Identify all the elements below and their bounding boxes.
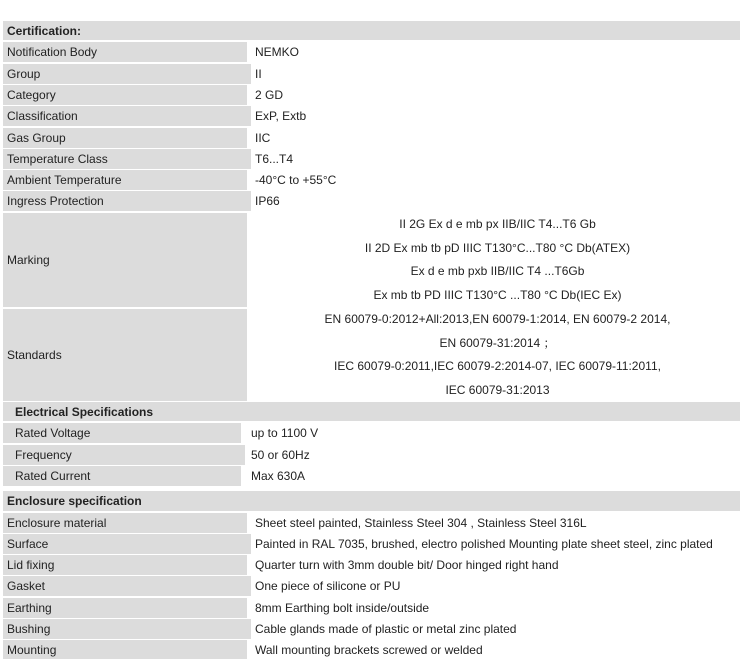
row-label: Rated Voltage [3, 423, 241, 443]
row-value: Cable glands made of plastic or metal zinc plated [251, 619, 740, 639]
standards-line: IEC 60079-0:2011,IEC 60079-2:2014-07, IEC 60079-11:2011, [334, 359, 661, 373]
table-row [3, 513, 740, 533]
row-value: Painted in RAL 7035, brushed, electro polished Mounting plate sheet steel, zinc plated [251, 534, 740, 554]
row-label: Surface [3, 534, 247, 554]
marking-line: II 2D Ex mb tb pD IIIC T130°C...T80 °C Db(ATEX) [364, 240, 631, 255]
table-row [3, 423, 740, 443]
table-row [3, 619, 740, 639]
marking-label: Marking [3, 213, 247, 307]
table-row [3, 64, 740, 84]
marking-line: II 2G Ex d e mb px IIB/IIC T4...T6 Gb [399, 217, 596, 231]
table-row [3, 170, 740, 190]
row-value: 8mm Earthing bolt inside/outside [251, 598, 740, 618]
table-row [3, 445, 740, 465]
row-label: Lid fixing [3, 555, 247, 575]
marking-line: Ex mb tb PD IIIC T130°C ...T80 °C Db(IEC Ex) [373, 287, 622, 302]
table-row [3, 466, 740, 486]
table-row [3, 576, 740, 596]
row-value: 2 GD [251, 85, 740, 105]
row-label: Ambient Temperature [3, 170, 247, 190]
standards-label: Standards [3, 309, 247, 401]
marking-values [251, 213, 740, 307]
row-label: Bushing [3, 619, 247, 639]
row-value: IIC [251, 128, 740, 148]
row-label: Rated Current [3, 466, 241, 486]
table-row [3, 598, 740, 618]
row-label: Gas Group [3, 128, 247, 148]
row-value: up to 1100 V [245, 423, 740, 443]
marking-line: Ex d e mb pxb IIB/IIC T4 ...T6Gb [410, 264, 585, 278]
row-value: -40°C to +55°C [251, 170, 740, 190]
electrical-section [3, 402, 740, 486]
row-value: One piece of silicone or PU [251, 576, 740, 596]
row-label: Gasket [3, 576, 247, 596]
table-row [3, 640, 740, 659]
standards-row [3, 309, 740, 401]
certification-section [3, 21, 740, 401]
standards-values [251, 309, 740, 401]
row-label: Notification Body [3, 42, 247, 62]
row-label: Ingress Protection [3, 191, 247, 211]
table-row [3, 149, 740, 169]
table-row [3, 85, 740, 105]
row-value: T6...T4 [251, 149, 740, 169]
row-value: Wall mounting brackets screwed or welded [251, 640, 740, 659]
row-label: Enclosure material [3, 513, 247, 533]
standards-line: EN 60079-31:2014 ； [439, 335, 556, 350]
table-row [3, 555, 740, 575]
row-value: Sheet steel painted, Stainless Steel 304 , Stainless Steel 316L [251, 513, 740, 533]
standards-line: IEC 60079-31:2013 [445, 382, 550, 397]
row-label: Group [3, 64, 247, 84]
enclosure-section [3, 491, 740, 659]
row-value: II [251, 64, 740, 84]
row-label: Mounting [3, 640, 247, 659]
enclosure-title: Enclosure specification [3, 491, 740, 511]
row-value: Max 630A [245, 466, 740, 486]
row-value: 50 or 60Hz [245, 445, 740, 465]
certification-title: Certification: [3, 21, 740, 40]
row-value: ExP, Extb [251, 106, 740, 126]
row-value: Quarter turn with 3mm double bit/ Door hinged right hand [251, 555, 740, 575]
marking-row [3, 213, 740, 307]
row-value: NEMKO [251, 42, 740, 62]
table-row [3, 106, 740, 126]
row-label: Category [3, 85, 247, 105]
row-label: Earthing [3, 598, 247, 618]
row-value: IP66 [251, 191, 740, 211]
row-label: Frequency [3, 445, 241, 465]
table-row [3, 191, 740, 211]
electrical-title: Electrical Specifications [3, 402, 740, 421]
row-label: Classification [3, 106, 247, 126]
row-label: Temperature Class [3, 149, 247, 169]
table-row [3, 534, 740, 554]
standards-line: EN 60079-0:2012+All:2013,EN 60079-1:2014, EN 60079-2 2014, [324, 312, 671, 326]
table-row [3, 128, 740, 148]
table-row [3, 42, 740, 62]
